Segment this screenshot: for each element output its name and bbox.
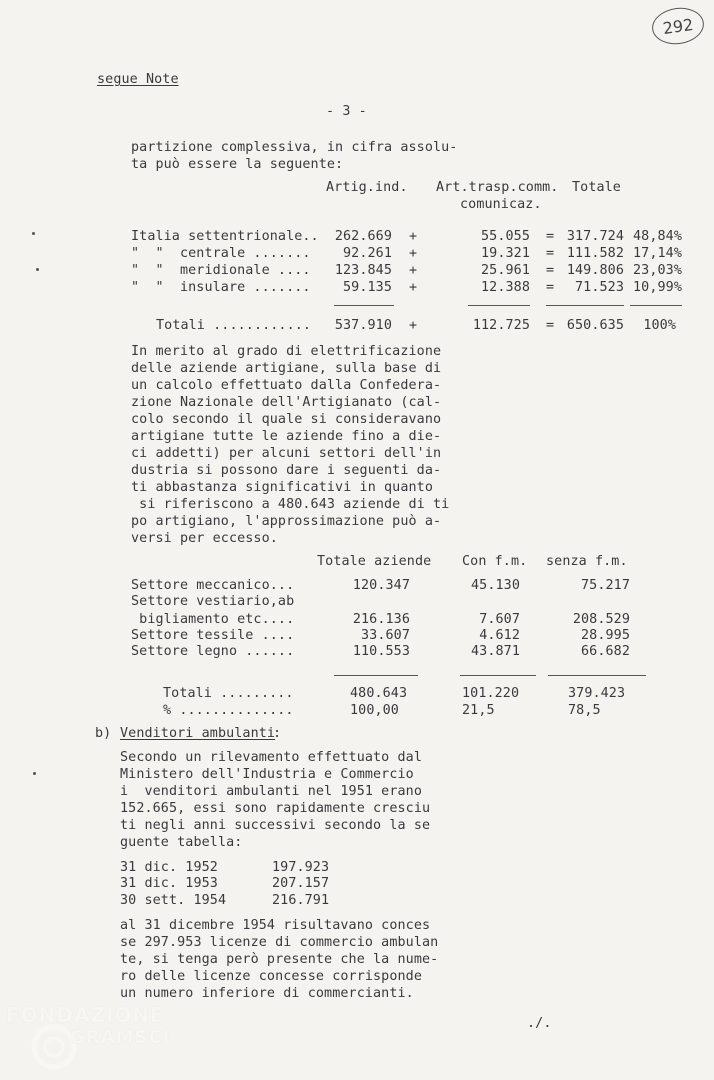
percent-label: % .............. <box>163 703 294 718</box>
stamp-number: 292 <box>661 14 695 38</box>
text-line: ci addetti) per alcuni settori dell'in <box>131 446 442 461</box>
total-value: 111.582 <box>566 246 624 261</box>
margin-speck <box>33 772 36 775</box>
row-label: Settore vestiario,ab <box>131 594 295 609</box>
intro-line-1: partizione complessiva, in cifra assolu- <box>131 140 458 155</box>
page-number: - 3 - <box>326 104 367 119</box>
section-letter: b) <box>95 726 112 741</box>
margin-speck <box>36 268 39 271</box>
text-line: artigiane tutte le aziende fino a die- <box>131 429 442 444</box>
totale-value: 120.347 <box>352 578 410 593</box>
section-colon: : <box>273 726 282 741</box>
plus-sign: + <box>409 229 418 244</box>
percent-value: 23,03% <box>633 263 682 278</box>
totale-value: 110.553 <box>352 644 410 659</box>
section-title: Venditori ambulanti <box>120 726 276 741</box>
text-line: dustria si possono dare i seguenti da- <box>131 463 442 478</box>
totale-value: 33.607 <box>361 628 410 643</box>
col-header-totale-aziende: Totale aziende <box>317 554 432 569</box>
totale-value: 216.136 <box>352 612 410 627</box>
equals-sign: = <box>546 318 555 333</box>
totale-total: 480.643 <box>350 686 408 701</box>
row-label: Settore legno ...... <box>131 644 295 659</box>
senza-value: 66.682 <box>581 644 630 659</box>
grand-total: 650.635 <box>566 318 624 333</box>
text-line: te, si tenga però presente che la nume- <box>120 952 439 967</box>
trasp-value: 12.388 <box>481 280 530 295</box>
archive-stamp <box>650 5 707 48</box>
text-line: Ministero dell'Industria e Commercio <box>120 767 414 782</box>
trasp-total: 112.725 <box>472 318 530 333</box>
rule-trasp <box>468 305 530 306</box>
rule-percent <box>630 305 682 306</box>
total-value: 149.806 <box>566 263 624 278</box>
equals-sign: = <box>546 263 555 278</box>
text-line: si riferiscono a 480.643 aziende di ti <box>131 497 450 512</box>
text-line: colo secondo il quale si consideravano <box>131 412 442 427</box>
text-line: un numero inferiore di commercianti. <box>120 986 414 1001</box>
senza-value: 208.529 <box>572 612 630 627</box>
text-line: al 31 dicembre 1954 risultavano conces <box>120 918 431 933</box>
artig-total: 537.910 <box>334 318 392 333</box>
margin-speck <box>32 232 35 235</box>
percent-value: 17,14% <box>633 246 682 261</box>
trasp-value: 55.055 <box>481 229 530 244</box>
trasp-value: 19.321 <box>481 246 530 261</box>
col-header-artig: Artig.ind. <box>326 180 408 195</box>
totals-label: Totali ............ <box>156 318 312 333</box>
intro-line-2: ta può essere la seguente: <box>131 157 344 172</box>
rule-artig <box>334 305 394 306</box>
plus-sign: + <box>409 263 418 278</box>
percent-value: 48,84% <box>633 229 682 244</box>
text-line: delle aziende artigiane, sulla base di <box>131 361 442 376</box>
equals-sign: = <box>546 229 555 244</box>
text-line: 152.665, essi sono rapidamente cresciu <box>120 801 431 816</box>
plus-sign: + <box>409 318 418 333</box>
text-line: se 297.953 licenze di commercio ambulan <box>120 935 439 950</box>
total-value: 317.724 <box>566 229 624 244</box>
artig-value: 123.845 <box>334 263 392 278</box>
artig-value: 262.669 <box>334 229 392 244</box>
rule-con <box>460 675 536 676</box>
value-cell: 207.157 <box>272 876 330 891</box>
value-cell: 197.923 <box>272 860 330 875</box>
totale-percent: 100,00 <box>350 703 399 718</box>
artig-value: 59.135 <box>343 280 392 295</box>
trasp-value: 25.961 <box>481 263 530 278</box>
text-line: versi per eccesso. <box>131 531 278 546</box>
date-cell: 31 dic. 1952 <box>120 860 218 875</box>
con-percent: 21,5 <box>462 703 495 718</box>
rule-senza <box>548 675 646 676</box>
col-header-con-fm: Con f.m. <box>462 554 528 569</box>
text-line: i venditori ambulanti nel 1951 erano <box>120 784 422 799</box>
con-value: 4.612 <box>479 628 520 643</box>
text-line: ti negli anni successivi secondo la se <box>120 818 431 833</box>
text-line: po artigiano, l'approssimazione può a- <box>131 514 442 529</box>
text-line: zione Nazionale dell'Artigianato (cal- <box>131 395 442 410</box>
rule-totale <box>334 675 418 676</box>
date-cell: 31 dic. 1953 <box>120 876 218 891</box>
senza-value: 28.995 <box>581 628 630 643</box>
date-cell: 30 sett. 1954 <box>120 893 227 908</box>
equals-sign: = <box>546 246 555 261</box>
artig-value: 92.261 <box>343 246 392 261</box>
con-total: 101.220 <box>462 686 520 701</box>
watermark-line-1: FONDAZIONE <box>6 1003 165 1027</box>
con-value: 45.130 <box>471 578 520 593</box>
section-heading: segue Note <box>97 72 179 87</box>
rule-total <box>546 305 624 306</box>
watermark-logo <box>6 1003 186 1073</box>
col-header-trasp: Art.trasp.comm. <box>436 180 559 195</box>
col-header-trasp-2: comunicaz. <box>460 197 542 212</box>
text-line: In merito al grado di elettrificazione <box>131 344 442 359</box>
senza-total: 379.423 <box>568 686 626 701</box>
text-line: ro delle licenze concesse corrisponde <box>120 969 422 984</box>
continuation-mark: ./. <box>527 1016 552 1031</box>
row-label: bigliamento etc.... <box>131 612 295 627</box>
text-line: guente tabella: <box>120 835 243 850</box>
col-header-senza-fm: senza f.m. <box>546 554 628 569</box>
col-header-totale: Totale <box>572 180 621 195</box>
senza-percent: 78,5 <box>568 703 601 718</box>
plus-sign: + <box>409 246 418 261</box>
equals-sign: = <box>546 280 555 295</box>
con-value: 43.871 <box>471 644 520 659</box>
percent-value: 10,99% <box>633 280 682 295</box>
text-line: un calcolo effettuato dalla Confedera- <box>131 378 442 393</box>
total-value: 71.523 <box>575 280 624 295</box>
senza-value: 75.217 <box>581 578 630 593</box>
row-label: " " insulare ....... <box>131 280 311 295</box>
plus-sign: + <box>409 280 418 295</box>
text-line: ti abbastanza significativi in quanto <box>131 480 433 495</box>
value-cell: 216.791 <box>272 893 330 908</box>
text-line: Secondo un rilevamento effettuato dal <box>120 750 422 765</box>
row-label: " " meridionale .... <box>131 263 311 278</box>
row-label: Settore meccanico... <box>131 578 295 593</box>
watermark-line-2: GRAMSCI <box>70 1027 171 1048</box>
row-label: Settore tessile .... <box>131 628 295 643</box>
con-value: 7.607 <box>479 612 520 627</box>
row-label: " " centrale ....... <box>131 246 311 261</box>
percent-total: 100% <box>643 318 676 333</box>
totals-label: Totali ......... <box>163 686 294 701</box>
row-label: Italia settentrionale.. <box>131 229 319 244</box>
